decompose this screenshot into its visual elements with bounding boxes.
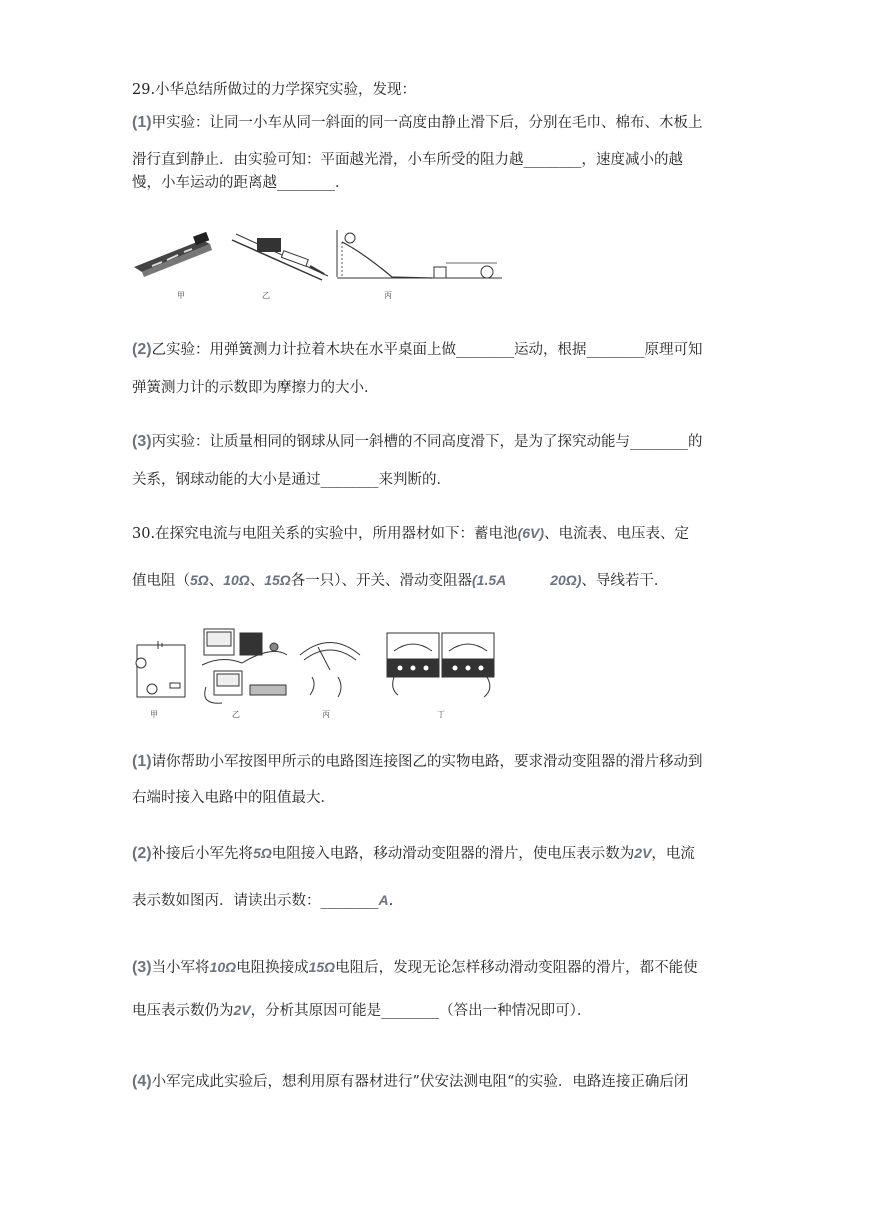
part-number: (3) [132, 959, 152, 976]
q30-circuit-figure [132, 625, 502, 720]
part-number: (2) [132, 341, 152, 358]
q30-part3-line1: (3)当小军将10Ω电阻换接成15Ω电阻后，发现无论怎样移动滑动变阻器的滑片，都不能使 [132, 959, 698, 976]
q30-part1-line2: 右端时接入电路中的阻值最大． [132, 790, 335, 806]
fig-caption-jia: 甲 [177, 291, 185, 300]
fig-caption-yi: 乙 [232, 710, 240, 719]
block-and-spring-scale-drawing [232, 234, 328, 280]
q29-experiment-figure [132, 222, 512, 302]
q30-part4-line1: (4)小军完成此实验后，想利用原有器材进行”伏安法测电阻“的实验．电路连接正确后闭 [132, 1073, 689, 1090]
fig-caption-yi: 乙 [262, 291, 270, 300]
fig-caption-jia: 甲 [150, 710, 158, 719]
resistor-value: 5Ω [253, 845, 272, 861]
fig-caption-bing: 丙 [322, 710, 330, 719]
q30-part1-line1: (1)请你帮助小军按图甲所示的电路图连接图乙的实物电路，要求滑动变阻器的滑片移动到 [132, 753, 703, 770]
cart-on-slope-drawing [134, 232, 212, 277]
battery-voltage: (6V) [517, 525, 545, 541]
q29-part1-line3: 慢，小车运动的距离越________． [132, 175, 350, 191]
q29-title: 29.小华总结所做过的力学探究实验，发现： [132, 82, 417, 98]
q29-part1-line1: (1)甲实验：让同一小车从同一斜面的同一高度由静止滑下后，分别在毛巾、棉布、木板上 [132, 114, 703, 131]
q30-part3-line2: 电压表示数仍为2V，分析其原因可能是________（答出一种情况即可）． [132, 1002, 592, 1019]
rheostat-rating-current: (1.5A [472, 572, 507, 588]
fig-caption-bing: 丙 [384, 291, 392, 300]
voltage-value: 2V [233, 1002, 251, 1018]
resistor-10: 10Ω [223, 572, 250, 588]
resistor-15: 15Ω [264, 572, 291, 588]
q29-part3-line1: (3)丙实验：让质量相同的钢球从同一斜槽的不同高度滑下，是为了探究动能与________的 [132, 433, 703, 450]
ball-ramp-drawing [337, 230, 502, 278]
q30-line2: 值电阻（5Ω、10Ω、15Ω各一只）、开关、滑动变阻器(1.5A 20Ω)、导线若干． [132, 572, 669, 589]
q29-part2-line2: 弹簧测力计的示数即为摩擦力的大小． [132, 380, 379, 396]
two-meters-drawing [387, 633, 494, 697]
q29-part1-line2: 滑行直到静止．由实验可知：平面越光滑，小车所受的阻力越________，速度减小的越 [132, 152, 683, 168]
rheostat-rating-resistance: 20Ω) [550, 572, 582, 588]
circuit-diagram-drawing [136, 641, 185, 697]
fig-caption-ding: 丁 [437, 710, 445, 719]
part-number: (4) [132, 1073, 152, 1090]
resistor-5: 5Ω [190, 572, 209, 588]
q30-part2-line1: (2)补接后小军先将5Ω电阻接入电路，移动滑动变阻器的滑片，使电压表示数为2V，电流 [132, 845, 695, 862]
current-unit: A [378, 892, 389, 908]
ammeter-dial-drawing [300, 643, 360, 698]
part-number: (3) [132, 433, 152, 450]
resistor-new: 15Ω [308, 959, 336, 975]
voltage-value: 2V [634, 845, 652, 861]
q30-line1: 30.在探究电流与电阻关系的实验中，所用器材如下：蓄电池(6V)、电流表、电压表、定 [132, 525, 690, 542]
q29-part3-line2: 关系，钢球动能的大小是通过________来判断的． [132, 472, 451, 488]
real-circuit-drawing [202, 629, 287, 703]
part-number: (1) [132, 753, 152, 770]
q29-part2-line1: (2)乙实验：用弹簧测力计拉着木块在水平桌面上做________运动，根据________原理可知 [132, 341, 703, 358]
part-number: (1) [132, 114, 152, 131]
q30-part2-line2: 表示数如图丙．请读出示数：________A. [132, 892, 394, 909]
resistor-old: 10Ω [209, 959, 237, 975]
part-number: (2) [132, 845, 152, 862]
